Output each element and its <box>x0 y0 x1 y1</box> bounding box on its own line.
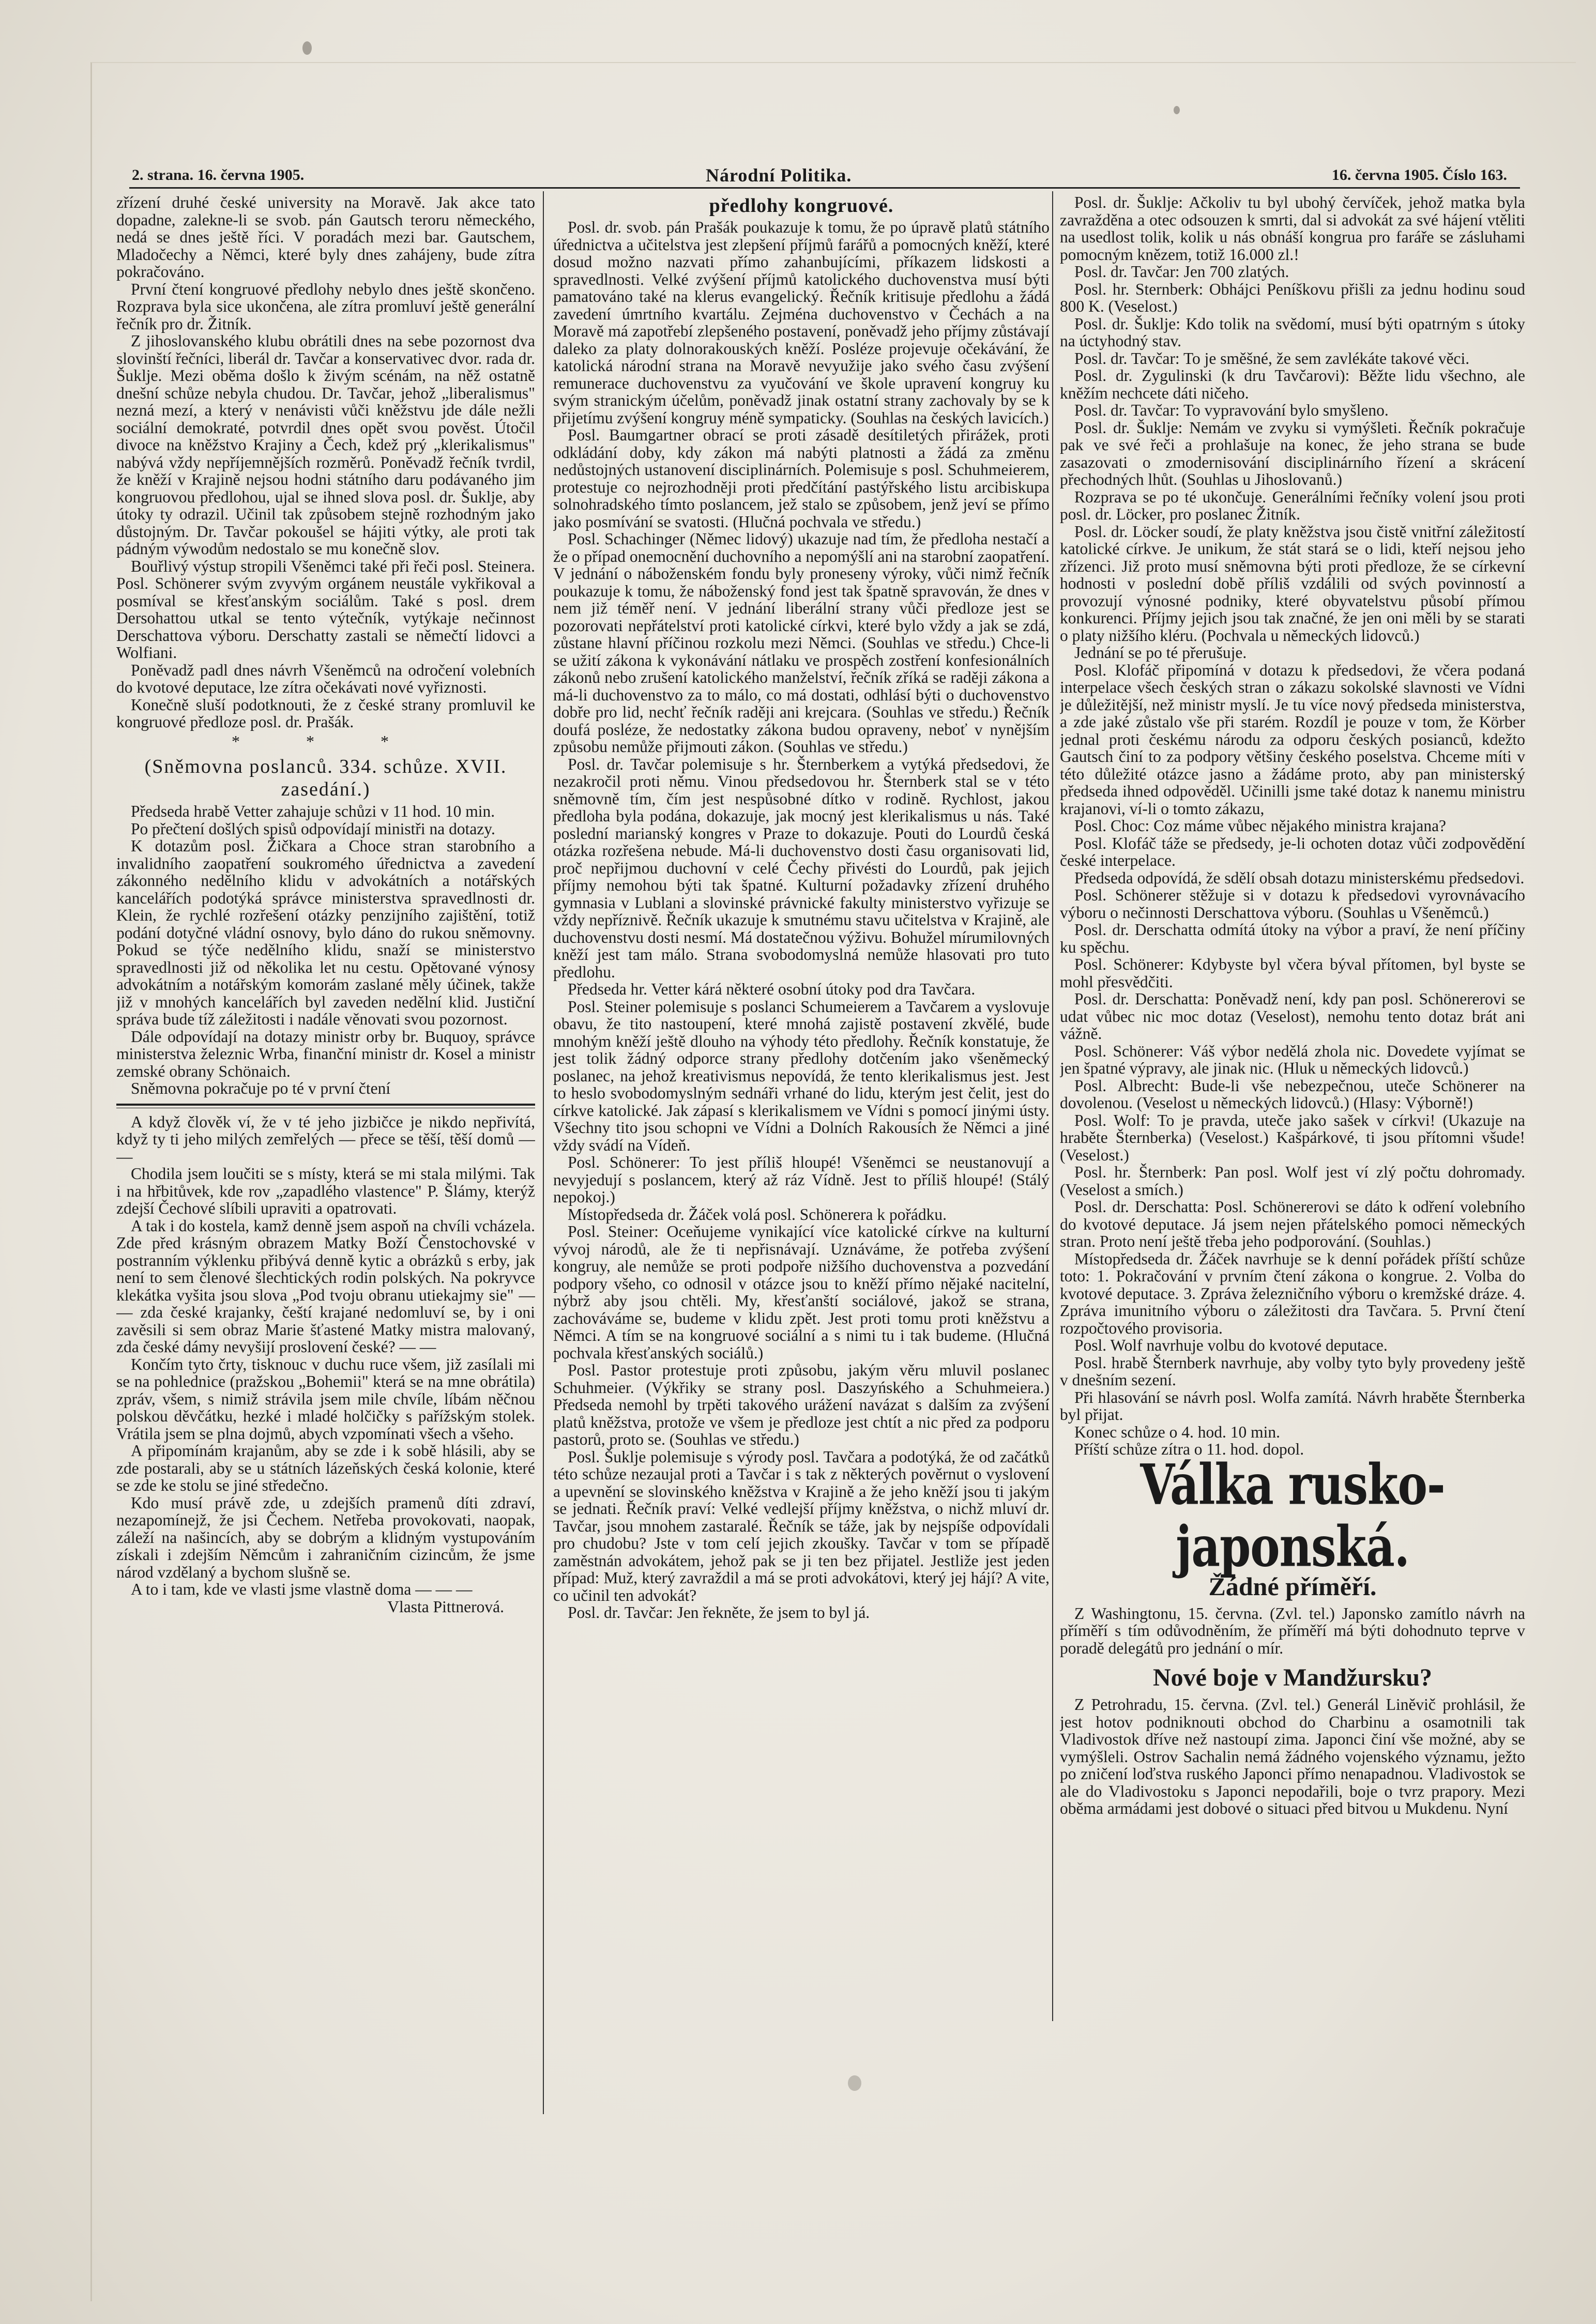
paragraph: Po přečtení došlých spisů odpovídají ministři na dotazy. <box>131 819 495 838</box>
feuilleton-paragraph: Chodila jsem loučiti se s místy, která se mi stala milými. Tak i na hřbitůvek, kde rov „zapadlého vlastence" P. Šlámy, kterýž zdejší Čechové slíbili upraviti a opatrovati. <box>116 1165 535 1217</box>
war-headline: Válka rusko-japonská. <box>1140 1451 1445 1579</box>
paragraph: Rozprava se po té ukončuje. Generálními řečníky volení jsou proti posl. dr. Löcker, pro poslanec Žitník. <box>1060 487 1525 523</box>
paragraph: Předseda hr. Vetter kárá některé osobní útoky pod dra Tavčara. <box>568 980 976 998</box>
feuilleton-paragraph: Končím tyto črty, tisknouc v duchu ruce všem, již zasílali mi se na pohlednice (pražskou „Bohemii" která se na mne obrátila) zpráv, všem, s nimiž strávila jsem mile chvíle, líbám něčnou polskou děvčátku, hezké i mladé holčičky s pařížským stolek. Vrátila jsem se plna dojmů, abych vzpomínati všech a všeho. <box>116 1355 535 1443</box>
ink-spot <box>1174 106 1180 114</box>
paragraph: Posl. Schachinger (Němec lidový) ukazuje nad tím, že předloha nestačí a že o případ onemocnění duchovního a nepomýšlí ani na starobní zaopatření. V jednání o náboženském fondu byly proneseny výroky, vůči nimž řečník poukazuje k tomu, že náboženský fond jest tak špatně spravován, že dnes v nem již téměř není. V jednání liberální strany vůči předloze jest se pozorovati nepřátelství proti katolické církvi, které bylo vždy a jak se zdá, zůstane hlavní příčinou rozkolu mezi Němci. (Souhlas ve středu.) Chce-li se užití zákona k vykonávání nátlaku ve prospěch zostření konfesionálních zákonů nebo zrušení katolického manželství, řečník zříká se raději zákona a má-li duchovenstvo za to málo, co má dostati, odhlásí býti o duchovenstvo dobře pro lid, nechť řečník raději ani krejcara. (Souhlas ve středu.) Řečník doufá posléze, že nedostatky zákona budou opraveny, neboť v nynějším způsobu nemůže přijmouti zákon. (Souhlas ve středu.) <box>553 530 1050 756</box>
section-title: (Sněmovna poslanců. 334. schůze. XVII. zasedání.) <box>144 756 507 800</box>
header-date-right: 16. června 1905. Číslo 163. <box>1331 166 1507 184</box>
paragraph: Bouřlivý výstup stropili Všeněmci také při řeči posl. Steinera. Posl. Schönerer svým zvyvým orgánem neustále vykřikoval a posmíval se křesťanským sociálům. Také s posl. drem Dersohattou utkal se tento výtečník, vytýkaje nečinnost Derschattova výboru. Derschatty zastali se němečtí lidovci a Wolfiani. <box>116 557 535 662</box>
paragraph: Posl. hr. Šternberk: Pan posl. Wolf jest ví zlý počtu dohromady. (Veselost a smích.) <box>1060 1163 1525 1199</box>
feuilleton-paragraph: A když člověk ví, že v té jeho jizbičce je nikdo nepřivítá, když ty ti jeho milých zemřelých — přece se těší, těší domů — — <box>116 1112 535 1166</box>
paragraph: Poněvadž padl dnes návrh Všeněmců na odročení volebních do kvotové deputace, lze zítra očekávati nové vyřiznosti. <box>116 661 535 696</box>
paragraph: Předseda hrabě Vetter zahajuje schůzi v 11 hod. 10 min. <box>131 802 495 820</box>
feuilleton-rule <box>116 1104 535 1108</box>
paragraph: Posl. dr. Tavčar: Jen 700 zlatých. <box>1074 263 1289 281</box>
column-divider <box>1052 191 1053 2021</box>
paragraph: Posl. dr. svob. pán Prašák poukazuje k tomu, že po úpravě platů státního úřednictva a učitelstva jest zlepšení příjmů farářů a pomocných kněží, které dosud možno nazvati přímo zahanbujícími, příkazem lidskosti a spravedlnosti. Velké zvýšení příjmů katolického duchovenstva musí býti pamatováno také na klerus evangelický. Řečník kritisuje předlohu a žádá zavedení úmrtního kvartálu. Zejména duchovenstvo v Čechách a na Moravě má zapotřebí zlepšeného postavení, poněvadž jeho příjmy zůstávají daleko za platy dolnorakouských kněží. Posléze projevuje očekávání, že katolická národní strana na Moravě nevyužije jako svého času zvýšení remunerace duchovenstvu za vyučování ve škole upravení kongruy ku svým stranickým účelům, poněvadž jinak ostatní strany zachovaly by se k přijetímu zvýšení kongruy méně sympaticky. (Souhlas na českých lavicích.) <box>553 218 1050 427</box>
paragraph: Předseda odpovídá, že sdělí obsah dotazu ministerskému předsedovi. <box>1074 868 1525 887</box>
paragraph: Posl. Schönerer: Váš výbor nedělá zhola nic. Dovedete vyjímat se jen špatné výpravy, ale jinak nic. (Hluk u německých lidovců.) <box>1060 1042 1525 1077</box>
paragraph: Posl. Schönerer stěžuje si v dotazu k předsedovi vyrovnávacího výboru o nečinnosti Derschattova výboru. (Souhlas u Všeněmců.) <box>1060 886 1525 922</box>
column-1 <box>116 194 535 2153</box>
ink-spot <box>302 41 312 55</box>
feuilleton-paragraph: A připomínám krajanům, aby se zde i k sobě hlásili, aby se zde postarali, aby se u státních lázeňských česká kolonie, které se zde ke stolu se jiné středečno. <box>116 1442 535 1494</box>
subheading: Nové boje v Mandžursku? <box>1152 1664 1433 1691</box>
paragraph: Konečně sluší podotknouti, že z české strany promluvil ke kongruové předloze posl. dr. Prašák. <box>116 695 535 731</box>
feuilleton-paragraph: A to i tam, kde ve vlasti jsme vlastně doma — — — <box>131 1580 473 1598</box>
paragraph: Při hlasování se návrh posl. Wolfa zamítá. Návrh hraběte Šternberka byl přijat. <box>1060 1388 1525 1424</box>
paragraph: Posl. Klofáč táže se předsedy, je-li ochoten dotaz vůči zodpovědění české interpelace. <box>1060 834 1525 869</box>
paragraph: Posl. dr. Derschatta: Posl. Schönererovi se dáto k odření volebního do kvotové deputace. Já jsem nejen přátelského pomoci německých stran. Proto není ještě třeba jeho podporování. (Souhlas.) <box>1060 1198 1525 1250</box>
paragraph: Posl. Wolf: To je pravda, uteče jako sašek v církvi! (Ukazuje na hraběte Šternberka) (Veselost.) Kašpárkové, ti jsou přítomni všude! (Veselost.) <box>1060 1111 1525 1164</box>
paragraph: Sněmovna pokračuje po té v první čtení <box>131 1079 391 1097</box>
paragraph: K dotazům posl. Žičkara a Choce stran starobního a invalidního zaopatření soukromého úřednictva a zavedení zákonného nedělního klidu v advokátních a notářských kancelářích podotýká správce ministerstva spravedlnosti dr. Klein, že rychlé rozřešení otázky penzijního zajištění, totiž podání dotyčné vládní osnovy, bylo dáno do rukou sněmovny. Pokud se týče nedělního klidu, snaží se ministerstvo spravedlnosti již od několika let nu cestu. Opětované výnosy advokátním a notářským komorám zaslané měly účinek, takže již v mnohých kancelářích byl zaveden nedělní klid. Justiční správa bude tíž záležitosti i nadále věnovati svou pozornost. <box>116 837 535 1028</box>
paragraph: Posl. Šuklje polemisuje s výrody posl. Tavčara a podotýká, že od začátků této schůze nezaujal proti a Tavčar i s tak z některých pověrnut o vyslovení a upevnění se slovinského kněžstva v Krajině a že jeho kněží jsou ti jakým se jednati. Řečník praví: Velké vedlejší příjmy kněžstva, o nichž mluví dr. Tavčar, jsou mnohem zastaralé. Řečník se táže, jak by nejspíše odpovídali pro chudobu? Jste v tom celí jejich zkoušky. Tavčar v tom se případě zaměstnán advokátem, jehož pak se ji ten bez přijatel. Jestliže jest jeden případ: Muž, který zavraždil a má se proti advokátovi, který jej hájí? A vite, co učinil ten advokát? <box>553 1447 1050 1604</box>
paragraph: Posl. dr. Šuklje: Ačkoliv tu byl ubohý červíček, jehož matka byla zavražděna a otec odsouzen k smrti, dal si advokát za své hájení vtěliti na usedlost tolik, kolik u nás obnáší kongrua pro faráře se zásluhami pomocným knězem, totiž 16.000 zl.! <box>1060 194 1525 264</box>
paragraph: Posl. dr. Zygulinski (k dru Tavčarovi): Běžte lidu všechno, ale kněžím nechcete dáti ničeho. <box>1060 366 1525 402</box>
paragraph: Místopředseda dr. Žáček navrhuje se k denní pořádek příští schůze toto: 1. Pokračování v prvním čtení zákona o kongrue. 2. Volba do kvotové deputace. 3. Zpráva železničního výboru o kremžské dráze. 4. Zpráva imunitního výboru o záležitosti dra Tavčara. 5. První čtení rozpočtového provisoria. <box>1060 1249 1525 1337</box>
header-date-left: 2. strana. 16. června 1905. <box>132 166 305 184</box>
masthead: Národní Politika. <box>706 165 852 186</box>
paragraph: Posl. Schönerer: Kdybyste byl včera býval přítomen, byl byste se mohl přesvědčiti. <box>1060 955 1525 991</box>
paragraph: Posl. Schönerer: To jest příliš hloupé! Všeněmci se neustanovují a nevyjedují s poslancem, který až ráz Vídně. Jest to příliš hloupé! (Stálý nepokoj.) <box>553 1153 1050 1206</box>
paragraph: Posl. Klofáč připomíná v dotazu k předsedovi, že včera podaná interpelace všech českých stran o zákazu sokolské slavnosti ve Vídni je důležitější, než ministr myslí. Je tu více nový předseda ministerstva, a zde jaké zůstalo vše při starém. Rozdíl je pouze v tom, že Körber jednal proti českému národu za odporu českých posianců, kdežto Gautsch činí to za podpory většiny českého poselstva. Chceme míti v této důležité otázce jasno a žádáme proto, aby pan ministerský předseda ihned odpověděl. Učinilli jsme také dotaz k nanemu ministru krajanovi, ví-li o tomto zákazu, <box>1060 661 1525 818</box>
paragraph: Posl. dr. Tavčar: To je směšné, že sem zavlékáte takové věci. <box>1074 349 1470 368</box>
paragraph: Posl. hr. Sternberk: Obhájci Peníškovu přišli za jednu hodinu soud 800 K. (Veselost.) <box>1060 280 1525 315</box>
column-2 <box>553 194 1050 2024</box>
paragraph: Posl. hrabě Šternberk navrhuje, aby volby tyto byly provedeny ještě v dnešním sezení. <box>1060 1353 1525 1389</box>
section-heading: předlohy kongruové. <box>709 195 894 217</box>
paragraph: Posl. dr. Šuklje: Nemám ve zvyku si vymýšleti. Řečník pokračuje pak ve své řeči a prohlašuje na konec, že jeho strana se bude zasazovati o zmodernisování disciplinárního řízení a skrácení přechodných lhůt. (Souhlas u Jihoslovanů.) <box>1060 418 1525 488</box>
paragraph: Jednání se po té přerušuje. <box>1074 644 1247 662</box>
feuilleton-paragraph: A tak i do kostela, kamž denně jsem aspoň na chvíli vcházela. Zde před krásným obrazem Matky Boží Čenstochovské v postranním výklenku přibývá denně kytic a obrázků s erby, jak není to sem členové šlechtických rodin polských. Na pokryvce klekátka vyšita jsou slova „Pod tvoju obranu utiekajmy sie" — — zda české krajanky, čeští krajané nedomluví se, by i oni zavěsili si sem obraz Marie šťastené Matky mistra malovaný, zda české dámy nevyšijí proslovení české? — — <box>116 1216 535 1356</box>
paragraph: Z jihoslovanského klubu obrátili dnes na sebe pozornost dva slovinští řečníci, liberál dr. Tavčar a konservativec dvor. rada dr. Šuklje. Mezi oběma došlo k živým scénám, na něž ostatně dnešní schůze nebyla chudou. Dr. Tavčar, jehož „liberalismus" nezná mezí, a který v nenávisti vůči kněžstvu jde dále nežli sociální demokraté, potvrdil dnes opět svou pověst. Útočil divoce na kněžstvo Krajiny a Čech, kdež prý „klerikalismus" nabývá vždy nepříjemnějších rozměrů. Poněvadž řečník tvrdil, že kněží v Krajině nejsou hodni státního daru podávaného jim kongruovou předlohou, ujal se ihned slova posl. dr. Šuklje, aby útoky ty odrazil. Učinil tak způsobem stejně rozhodným jako důstojným. Dr. Tavčar pokoušel se hájiti výtky, ale proti tak pádným výwodům nedostalo se mu konečně slov. <box>116 332 535 558</box>
paragraph: Posl. dr. Šuklje: Kdo tolik na svědomí, musí býti opatrným s útoky na úctyhodný stav. <box>1060 314 1525 350</box>
paragraph: Posl. dr. Löcker soudí, že platy kněžstva jsou čistě vnitřní záležitostí katolické církve. Je unikum, že stát stará se o lidi, kteří nejsou jeho zřízenci. Již proto musí sněmovna býti proti předloze, že se církevní hodnosti v poslední době příliš vzdálili od svých povinností a provozují výnosné podniky, které obyvatelstvu působí přímou konkurenci. Příjmy jejich jsou tak značné, že jen oni měli by se starati o platy nižšího kléru. (Pochvala u německých lidovců.) <box>1060 522 1525 645</box>
paragraph: Příští schůze zítra o 11. hod. dopol. <box>1074 1440 1304 1458</box>
paragraph: Posl. Choc: Coz máme vůbec nějakého ministra krajana? <box>1074 817 1447 835</box>
paragraph: Z Petrohradu, 15. června. (Zvl. tel.) Generál Liněvič prohlásil, že jest hotov podniknouti obchod do Charbinu a osamotnili tak Vladivostok dříve než nastoupí zima. Japonci činí vše možné, aby se vymýšleli. Ostrov Sachalin nemá žádného vojenského významu, ježto po zničení loďstva ruského Japonci přímo nenapadnou. Vladivostok se ale do Vladivostoku s Japonci nepodařili, boje o tvrz prapory. Mezi oběma armádami jest dobové o situaci před bitvou u Mukdenu. Nyní <box>1060 1695 1525 1817</box>
paragraph: zřízení druhé české university na Moravě. Jak akce tato dopadne, zalekne-li se svob. pán Gautsch teroru německého, nedá se dnes ještě říci. V poradách mezi bar. Gautschem, Mladočechy a Němci, které byly dnes zahájeny, bude zítra pokračováno. <box>116 194 535 281</box>
header-rule <box>129 187 1520 189</box>
page-header <box>111 164 1507 187</box>
paragraph: Posl. Steiner: Oceňujeme vynikající více katolické církve na kulturní vývoj národů, ale že ti nepřisnávají. Uznáváme, že potřeba zvýšení kongruy, ale nemůže se proti podpoře nižšího duchovenstva a pozvedání podpory všeho, co odnosil v otázce jsou to kněží přímo nějaké nacitelní, nýbrž aby jsou chtěli. My, křesťanští sociálové, jakož se strana, zachováváme se, budeme v klidu zpět. Jest proti tomu proti kněžstvu a Němci. A tím se na kongruové sociální a s nimi tu i tak budeme. (Hlučná pochvala křesťanských sociálů.) <box>553 1222 1050 1362</box>
paragraph: Dále odpovídají na dotazy ministr orby br. Buquoy, správce ministerstva železnic Wrba, finanční ministr dr. Kosel a ministr zemské obrany Schönaich. <box>116 1027 535 1080</box>
ink-spot <box>848 2075 861 2091</box>
column-divider <box>543 191 544 2114</box>
paragraph: Konec schůze o 4. hod. 10 min. <box>1074 1423 1281 1441</box>
paragraph: Z Washingtonu, 15. června. (Zvl. tel.) Japonsko zamítlo návrh na příměří s tím odůvodněním, že příměří má býti dohodnuto teprve v poradě delegátů pro jednání o mír. <box>1060 1604 1525 1657</box>
paragraph: Posl. dr. Tavčar: To vypravování bylo smyšleno. <box>1074 401 1389 419</box>
paragraph: Posl. dr. Tavčar polemisuje s hr. Šternberkem a vytýká předsedovi, že nezakročil proti němu. Vinou předsedovou hr. Šternberk stal se v této sněmovně tím, čím jest nespůsobné dítko v rodině. Rychlost, jakou předloha byla podána, dokazuje, jak mocný jest klerikalismus u nás. Také poslední marianský kongres v Praze to dokazuje. Pouti do Lourdů česká otázka rozřešena nebude. Má-li duchovenstvo dosti času organisovati lid, proč nepřijmou duchovní v celé Čechy přivésti do Lourdů, pak jejich příjmy nemohou býti tak špatné. Kulturní požadavky zřízení druhého gymnasia v Lublani a slovinské právnické fakulty ministerstvo vyřizuje se vždy nepříznivě. Řečník ukazuje k smutnému stavu učitelstva v Krajině, ale duchovenstvu dosti nesmí. Má dostatečnou výživu. Bohužel mírumilovných kněží jest tam málo. Strana svobodomyslná nemůže hlasovati pro tuto předlohu. <box>553 755 1050 981</box>
paragraph: Místopředseda dr. Žáček volá posl. Schönerera k pořádku. <box>568 1205 947 1224</box>
feuilleton-paragraph: Kdo musí právě zde, u zdejších pramenů díti zdraví, nezapomínejž, že jsi Čechem. Netřeba provokovati, naopak, záleží na našincích, aby se dobrým a klidným vystupováním získali i zdejším Němcům i zahraničním cizincům, že jsme národ vzdělaný a bychom slušně se. <box>116 1493 535 1581</box>
column-3 <box>1060 194 1525 2039</box>
author-signature: Vlasta Pittnerová. <box>387 1597 504 1616</box>
paragraph: Posl. dr. Tavčar: Jen řekněte, že jsem to byl já. <box>568 1603 870 1622</box>
paragraph: Posl. dr. Derschatta: Poněvadž není, kdy pan posl. Schönererovi se udat vůbec nic moc dotaz (Veselost), nemohu tento dotaz brát ani vážně. <box>1060 990 1525 1043</box>
paragraph: Posl. dr. Derschatta odmítá útoky na výbor a praví, že není příčiny ku spěchu. <box>1060 921 1525 956</box>
section-stars: * * * <box>232 731 420 751</box>
paragraph: Posl. Wolf navrhuje volbu do kvotové deputace. <box>1074 1336 1388 1354</box>
paragraph: První čtení kongruové předlohy nebylo dnes ještě skončeno. Rozprava byla sice ukončena, ale zítra promluví ještě generální řečník pro dr. Žitník. <box>116 280 535 333</box>
paragraph: Posl. Albrecht: Bude-li vše nebezpečnou, uteče Schönerer na dovolenou. (Veselost u německých lidovců.) (Hlasy: Výborně!) <box>1060 1076 1525 1112</box>
paragraph: Posl. Pastor protestuje proti způsobu, jakým věru mluvil poslanec Schuhmeier. (Výkřiky se strany posl. Daszyńského a Schuhmeiera.) Předseda nemohl by trpěti takového urážení navázat s dalším za zvýšení platů kněžstva, protože ve všem je předloze jest chtít a nic před za podporu pastorů, proto se. (Souhlas ve středu.) <box>553 1361 1050 1448</box>
subheading: Žádné příměří. <box>1208 1571 1377 1601</box>
paragraph: Posl. Steiner polemisuje s poslanci Schumeierem a Tavčarem a vyslovuje obavu, že tito nastoupení, které mnohá zajistě postavení zkvělé, bude mnohým kněží ještě dlouho na výhody této předlohy. Řečník konstatuje, že jest tolik žádný odporce strany předlohy dotčením jako všeněmecký poslanec, na jehož kreativismus nepovídá, že tento klerikalismus jest. Jest to heslo svobodomyslným sednáři vrhané do lidu, kterým jest čelit, jest do církve katolické. Jak zápasí s klerikalismem ve Vídni s pomocí jinými ústy. Všechny tito jsou schopni ve Vídni a Dolních Rakousích že Němci a jiné vždy svádí na Vídeň. <box>553 997 1050 1154</box>
paragraph: Posl. Baumgartner obrací se proti zásadě desítiletých přirážek, proti odkládání doby, kdy zákon má nabýti platnosti a žádá za změnu nedůstojných ustanovení disciplinárních. Polemisuje s posl. Schuhmeierem, protestuje co nejrozhodněji proti předčítání pastýřského listu arcibiskupa solnohradského tímto poslancem, jež stalo se způsobem, jenž jeví se přímo jako posmívání se svatosti. (Hlučná pochvala ve středu.) <box>553 426 1050 531</box>
